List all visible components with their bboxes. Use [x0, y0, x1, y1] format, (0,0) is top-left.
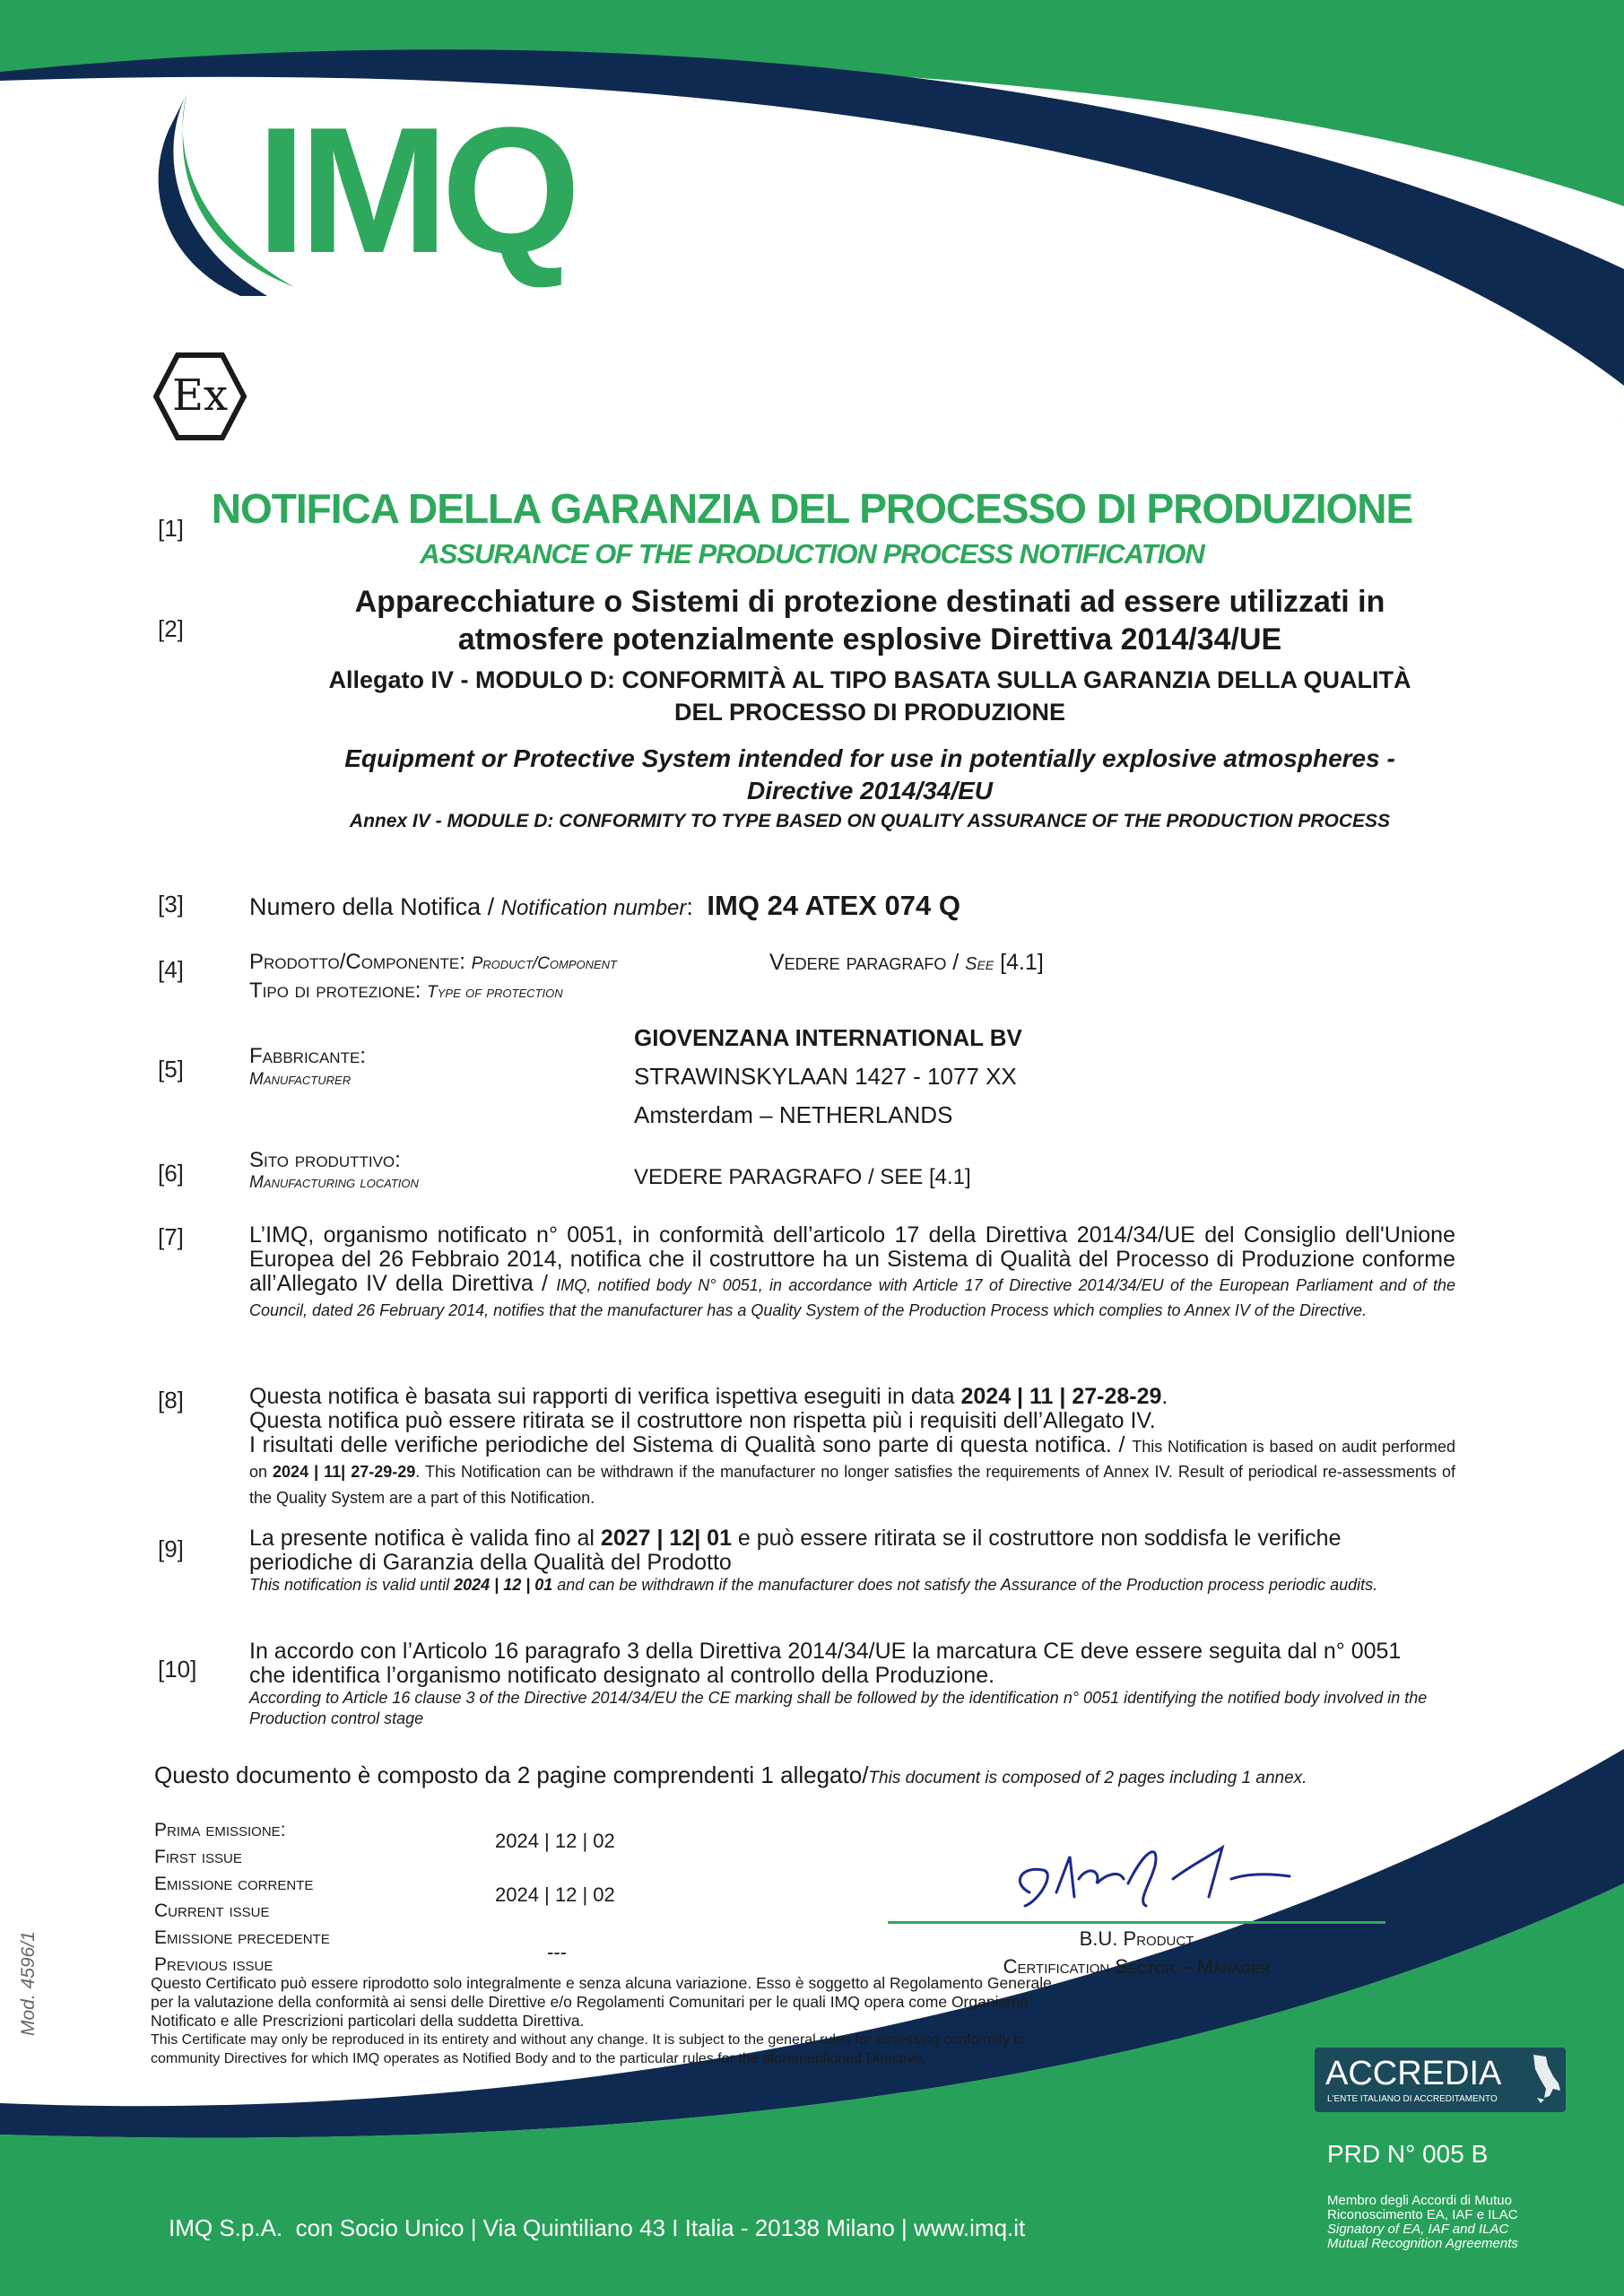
mutual-line-4: Mutual Recognition Agreements	[1327, 2236, 1518, 2251]
title-italian: NOTIFICA DELLA GARANZIA DEL PROCESSO DI PRODUZIONE	[211, 485, 1413, 532]
first-issue-value: 2024 | 12 | 02	[495, 1830, 615, 1852]
previous-issue-label-it: Emissione precedente	[154, 1927, 330, 1948]
section-7-english: IMQ, notified body N° 0051, in accordance with Article 17 of Directive 2014/34/EU of the European Parliament and of the Council, dated 26 February 2014, notifies that the manufacturer has a Quality System of the Production Process which complies to Annex IV of the Directive.	[249, 1276, 1455, 1319]
notification-number-colon: :	[686, 893, 693, 920]
product-value-it: Vedere paragrafo /	[769, 950, 966, 975]
section-number-5: [5]	[158, 1056, 184, 1083]
ex-atex-icon	[152, 352, 248, 441]
accredia-logo	[1315, 2048, 1566, 2112]
ex-symbol-text: Ex	[171, 370, 229, 421]
section-number-3: [3]	[158, 891, 184, 918]
notification-number-label-it: Numero della Notifica /	[249, 893, 501, 920]
previous-issue-label-en: Previous issue	[154, 1954, 274, 1975]
site-label	[249, 1148, 419, 1193]
issue-labels	[154, 1817, 330, 1979]
disclaimer-text	[151, 1974, 1065, 2068]
first-issue-label-en: First issue	[154, 1847, 242, 1867]
section-7-italian: L’IMQ, organismo notificato n° 0051, in conformità dell’articolo 17 della Direttiva 2014/34/UE del Consiglio dell'Unione Europea del 26 Febbraio 2014, notifica che il costruttore ha un Sistema di Qualità del Processo di Produzione conforme all’Allegato IV della Direttiva /	[249, 1222, 1455, 1296]
section-8-line1-a: Questa notifica è basata sui rapporti di verifica ispettiva eseguiti in data	[249, 1384, 961, 1409]
directive-english	[233, 743, 1507, 807]
product-value-ref: [4.1]	[994, 950, 1044, 975]
section-9-italian-1: La presente notifica è valida fino al	[249, 1526, 601, 1551]
manufacturer-label-en: Manufacturer	[249, 1070, 352, 1089]
signature-block	[888, 1925, 1385, 1980]
composition-english: This document is composed of 2 pages including 1 annex.	[868, 1769, 1307, 1787]
mutual-line-3: Signatory of EA, IAF and ILAC	[1327, 2222, 1509, 2237]
signature-role-1: B.U. Product	[1079, 1927, 1194, 1950]
section-9-english-1: This notification is valid until	[249, 1576, 455, 1594]
imq-logo	[151, 91, 617, 296]
current-issue-label-en: Current issue	[154, 1900, 270, 1921]
mutual-line-2: Riconoscimento EA, IAF e ILAC	[1327, 2207, 1518, 2222]
directive-italian-line2: atmosfere potenzialmente esplosive Direttiva 2014/34/UE	[457, 622, 1282, 657]
footer-address: IMQ S.p.A. con Socio Unico | Via Quintiliano 43 I Italia - 20138 Milano | www.imq.it	[169, 2214, 1026, 2241]
accredia-name: ACCREDIA	[1325, 2055, 1502, 2092]
imq-logo-text: IMQ	[256, 91, 574, 291]
accredia-prd: PRD N° 005 B	[1327, 2140, 1489, 2168]
site-value: VEDERE PARAGRAFO / SEE [4.1]	[634, 1165, 971, 1189]
annex-italian	[233, 664, 1507, 728]
directive-italian	[233, 583, 1507, 658]
directive-english-line2: Directive 2014/34/EU	[747, 777, 993, 804]
product-label-en: Product/Component	[471, 954, 617, 973]
first-issue-label-it: Prima emissione:	[154, 1820, 286, 1840]
mutual-recognition	[1327, 2194, 1518, 2251]
current-issue-value: 2024 | 12 | 02	[495, 1883, 615, 1906]
protection-label-it: Tipo di protezione:	[249, 978, 421, 1003]
section-8-english-1: This Notification is based on audit performed on	[249, 1438, 1455, 1481]
protection-label-en: Type of protection	[427, 983, 563, 1002]
manufacturer-address-2: Amsterdam – NETHERLANDS	[634, 1101, 953, 1128]
signature-role-2: Certification Sector – Manager	[1003, 1955, 1271, 1978]
site-label-it: Sito produttivo:	[249, 1148, 401, 1172]
section-9-italian-date: 2027 | 12| 01	[600, 1526, 732, 1551]
section-8-line3: I risultati delle verifiche periodiche del Sistema di Qualità sono parte di questa notifica. /	[249, 1432, 1133, 1457]
title-english: ASSURANCE OF THE PRODUCTION PROCESS NOTIFICATION	[420, 538, 1204, 570]
section-8-english-date: 2024 | 11| 27-29-29	[273, 1463, 416, 1481]
accredia-subtitle: L'ENTE ITALIANO DI ACCREDITAMENTO	[1327, 2094, 1498, 2104]
composition-text	[154, 1761, 1463, 1793]
section-9-text	[249, 1526, 1415, 1596]
section-9-english-date: 2024 | 12 | 01	[454, 1576, 553, 1594]
section-9-italian-2: e può essere ritirata se il costruttore non soddisfa le verifiche periodiche di Garanzia della Qualità del Prodotto	[249, 1526, 1342, 1575]
disclaimer-italian: Questo Certificato può essere riprodotto solo integralmente e senza alcuna variazione. Esso è soggetto al Regolamento Generale per la valutazione della conformità ai sensi delle Direttive e/o Regolamenti Comunitari per le quali IMQ opera come Organismo Notificato e alle Prescrizioni particolari della suddetta Direttiva.	[151, 1974, 1052, 2030]
current-issue-label-it: Emissione corrente	[154, 1874, 314, 1894]
section-7-text	[249, 1223, 1455, 1322]
annex-italian-line2: DEL PROCESSO DI PRODUZIONE	[673, 699, 1066, 726]
site-label-en: Manufacturing location	[249, 1173, 419, 1192]
section-8-english-2: . This Notification can be withdrawn if the manufacturer no longer satisfies the requirements of Annex IV. Result of periodical re-assessments of the Quality System are a part of this Notification.	[249, 1463, 1455, 1507]
disclaimer-english: This Certificate may only be reproduced in its entirety and without any change. It is subject to the general rules for assessing conformity to community Directives for which IMQ operates as Notified Body and to the particular rules for the aforementioned Directive.	[151, 2032, 1026, 2066]
directive-english-line1: Equipment or Protective System intended for use in potentially explosive atmospheres -	[344, 744, 1395, 772]
signature-line	[888, 1921, 1385, 1924]
product-label	[249, 949, 617, 1006]
product-label-it: Prodotto/Componente:	[249, 950, 465, 974]
annex-italian-line1: Allegato IV - MODULO D: CONFORMITÀ AL TIPO BASATA SULLA GARANZIA DELLA QUALITÀ	[328, 666, 1411, 693]
section-8-text	[249, 1385, 1455, 1509]
section-9-english-2: and can be withdrawn if the manufacturer does not satisfy the Assurance of the Production process periodic audits.	[552, 1576, 1378, 1594]
manufacturer-name: GIOVENZANA INTERNATIONAL BV	[634, 1024, 1022, 1051]
section-8-line1-c: .	[1161, 1384, 1168, 1409]
manufacturer-address-1: STRAWINSKYLAAN 1427 - 1077 XX	[634, 1063, 1017, 1090]
annex-english: Annex IV - MODULE D: CONFORMITY TO TYPE BASED ON QUALITY ASSURANCE OF THE PRODUCTION PROCESS	[349, 811, 1391, 831]
section-number-1: [1]	[158, 515, 184, 542]
directive-italian-line1: Apparecchiature o Sistemi di protezione destinati ad essere utilizzati in	[354, 585, 1385, 619]
section-number-4: [4]	[158, 956, 184, 983]
section-number-2: [2]	[158, 615, 184, 642]
section-10-english: According to Article 16 clause 3 of the Directive 2014/34/EU the CE marking shall be followed by the identification n° 0051 identifying the notified body involved in the Production control stage	[249, 1689, 1428, 1727]
mod-number: Mod. 4596/1	[18, 1931, 39, 2036]
composition-italian: Questo documento è composto da 2 pagine comprendenti 1 allegato/	[154, 1761, 869, 1788]
previous-issue-value: ---	[547, 1941, 567, 1963]
notification-number-label-en: Notification number	[500, 896, 687, 920]
notification-number-row	[249, 890, 960, 925]
mutual-line-1: Membro degli Accordi di Mutuo	[1327, 2193, 1512, 2208]
product-value	[769, 949, 1044, 978]
signature-icon	[1003, 1830, 1298, 1919]
section-number-7: [7]	[158, 1223, 184, 1250]
italy-map-icon	[1526, 2053, 1562, 2105]
manufacturer-label-it: Fabbricante:	[249, 1044, 366, 1068]
section-number-9: [9]	[158, 1535, 184, 1562]
manufacturer-details	[634, 1019, 1022, 1135]
section-8-line2: Questa notifica può essere ritirata se il costruttore non rispetta più i requisiti dell’Allegato IV.	[249, 1408, 1156, 1433]
section-number-8: [8]	[158, 1387, 184, 1413]
section-8-date: 2024 | 11 | 27-28-29	[960, 1384, 1162, 1409]
manufacturer-label	[249, 1043, 366, 1090]
section-number-10: [10]	[158, 1656, 197, 1683]
section-10-text	[249, 1639, 1433, 1729]
section-10-italian: In accordo con l’Articolo 16 paragrafo 3 della Direttiva 2014/34/UE la marcatura CE deve essere seguita dal n° 0051 che identifica l’organismo notificato designato al controllo della Produzione.	[249, 1639, 1402, 1688]
notification-number-value: IMQ 24 ATEX 074 Q	[707, 890, 960, 921]
product-value-en: See	[965, 954, 994, 974]
section-number-6: [6]	[158, 1160, 184, 1187]
